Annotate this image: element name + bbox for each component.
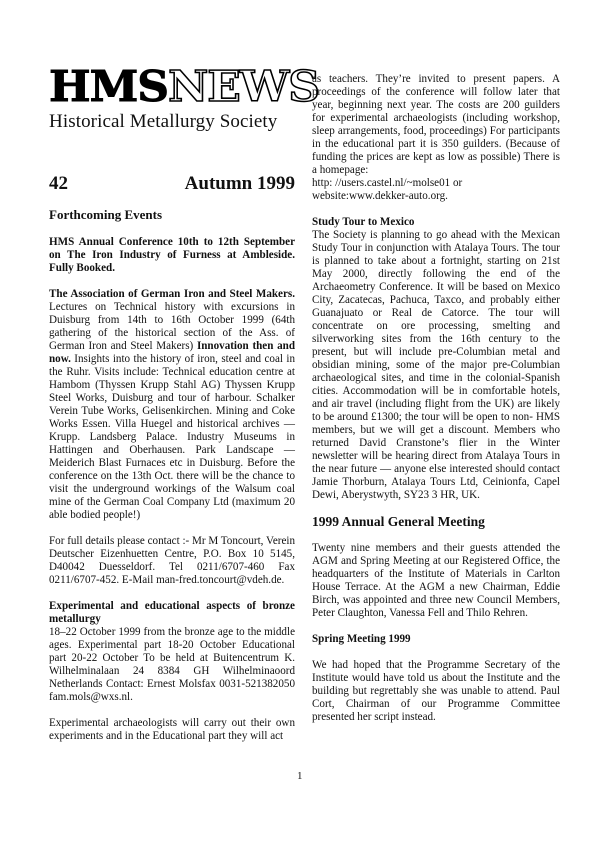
homepage-link[interactable]: http: //users.castel.nl/~molse01 or: [312, 177, 463, 189]
title-news: NEWS: [168, 63, 320, 112]
innovation-title: Innovation then and now.: [49, 340, 295, 365]
masthead: [49, 63, 320, 133]
bronze-metallurgy-text: 18–22 October 1999 from the bronze age to the middle ages. Experimental part 18-20 October Educational part 20-22 October To be held at Buitencentrum K. Wilhelminalaan 24 8384 GH Wilhelminaoord Netherlands Contact: Ernest Molsfax 0031-521382050 fam.mols@wxs.nl.: [49, 626, 295, 703]
issue-number: 42: [49, 173, 68, 194]
issue-season: Autumn 1999: [184, 173, 295, 194]
page-number: 1: [297, 770, 303, 782]
left-column: [49, 207, 295, 743]
society-name: Historical Metallurgy Society: [49, 111, 278, 132]
association-title: The Association of German Iron and Steel Makers.: [49, 288, 295, 300]
conference-notice: HMS Annual Conference 10th to 12th September on The Iron Industry of Furness at Ambleside. Fully Booked.: [49, 236, 295, 274]
german-association-paragraph: [49, 288, 295, 522]
spring-meeting-text: We had hoped that the Programme Secretary of the Institute would have told us about the Institute and the building but regrettably she was unable to attend. Paul Cort, Chairman of our Programme Committee presented her script instead.: [312, 659, 560, 723]
title-hms: HMS: [49, 63, 169, 112]
right-column: [312, 73, 560, 724]
spring-meeting-title: Spring Meeting 1999: [312, 633, 411, 645]
continued-paragraph: as teachers. They’re invited to present papers. A proceedings of the conference will follow later that year, beginning next year. The costs are 200 guilders for experimental archaeologists (including workshop, sleep arrangements, food, proceedings) For participants in the educational part it is 350 guilders. (Because of funding the prices are kept as low as possible) There is a homepage:: [312, 73, 560, 176]
agm-text: Twenty nine members and their guests attended the AGM and Spring Meeting at our Registered Office, the headquarters of the Institute of Materials in Carlton House Terrace. At the AGM a new Chairman, Eddie Birch, was appointed and three new Council Members, Peter Claughton, Vanessa Fell and Thilo Rehren.: [312, 542, 560, 619]
bronze-metallurgy-title: Experimental and educational aspects of bronze metallurgy: [49, 600, 295, 625]
association-text-2: Insights into the history of iron, steel and coal in the Ruhr. Visits include: Technical education centre at Hambom (Thyssen Krupp Stahl AG) Thyssen Krupp Steel Works, Duisburg and tour of harbour. Schalker Verein Tube Works, Gelisenkirchen. Mining and Coke Works Essen. Villa Huegel and historical archives — Krupp. Landsberg Palace. Industry Museums in Hattingen and Oberhausen. Park Landscape — Meiderich Blast Furnaces etc in Duisburg. Before the conference on the 13th Oct. there will be the chance to visit the underground workings of the Walsum coal mine of the German Coal Company Ltd (maximum 20 able bodied people!): [49, 353, 295, 521]
newsletter-title: [49, 63, 320, 112]
website-link[interactable]: website:www.dekker-auto.org.: [312, 190, 448, 202]
association-text-1: Lectures on Technical history with excursions in Duisburg from 14th to 16th October 1999 (64th gathering of the historical section of the Ass. of German Iron and Steel Makers): [49, 301, 295, 352]
agm-title: 1999 Annual General Meeting: [312, 514, 485, 529]
issue-line: [49, 173, 295, 195]
section-title-forthcoming-events: Forthcoming Events: [49, 207, 163, 222]
contact-paragraph: For full details please contact :- Mr M Toncourt, Verein Deutscher Eizenhuetten Centre, P.O. Box 10 5145, D40042 Duesseldorf. Tel 0211/6707-460 Fax 0211/6707-452. E-Mail man-fred.toncourt@vdeh.de.: [49, 535, 295, 586]
experimental-archaeologists-paragraph: Experimental archaeologists will carry out their own experiments and in the Educational part they will act: [49, 717, 295, 742]
mexico-tour-title: Study Tour to Mexico: [312, 216, 415, 228]
mexico-tour-text: The Society is planning to go ahead with the Mexican Study Tour in conjunction with Atalaya Tours. The tour is planned to take about a fortnight, starting on 21st May 2000, directly following the end of the Archaeometry Conference. It will be based on Mexico City, Zacatecas, Pachuca, Taxco, and probably either Guanajuato or Real de Catorce. The tour will concentrate on ore processing, smelting and silverworking sites from the 16th century to the present, but will include pre-Columbian metal and obsidian mining, some of the major pre-Columbian archaeological sites, and time in the colonial-Spanish cities. Accommodation will be in comfortable hotels, and air travel (including flight from the UK) are likely to be around £1300; the tour will be open to non- HMS members, but we will get a discount. Members who returned David Cranstone’s flier in the Winter newsletter will be hearing direct from Atalaya Tours in the near future — anyone else interested should contact Jamie Thorburn, Atalaya Tours Ltd, Ceinionfa, Capel Dewi, Aberystwyth, SY23 3 HR, UK.: [312, 229, 560, 501]
